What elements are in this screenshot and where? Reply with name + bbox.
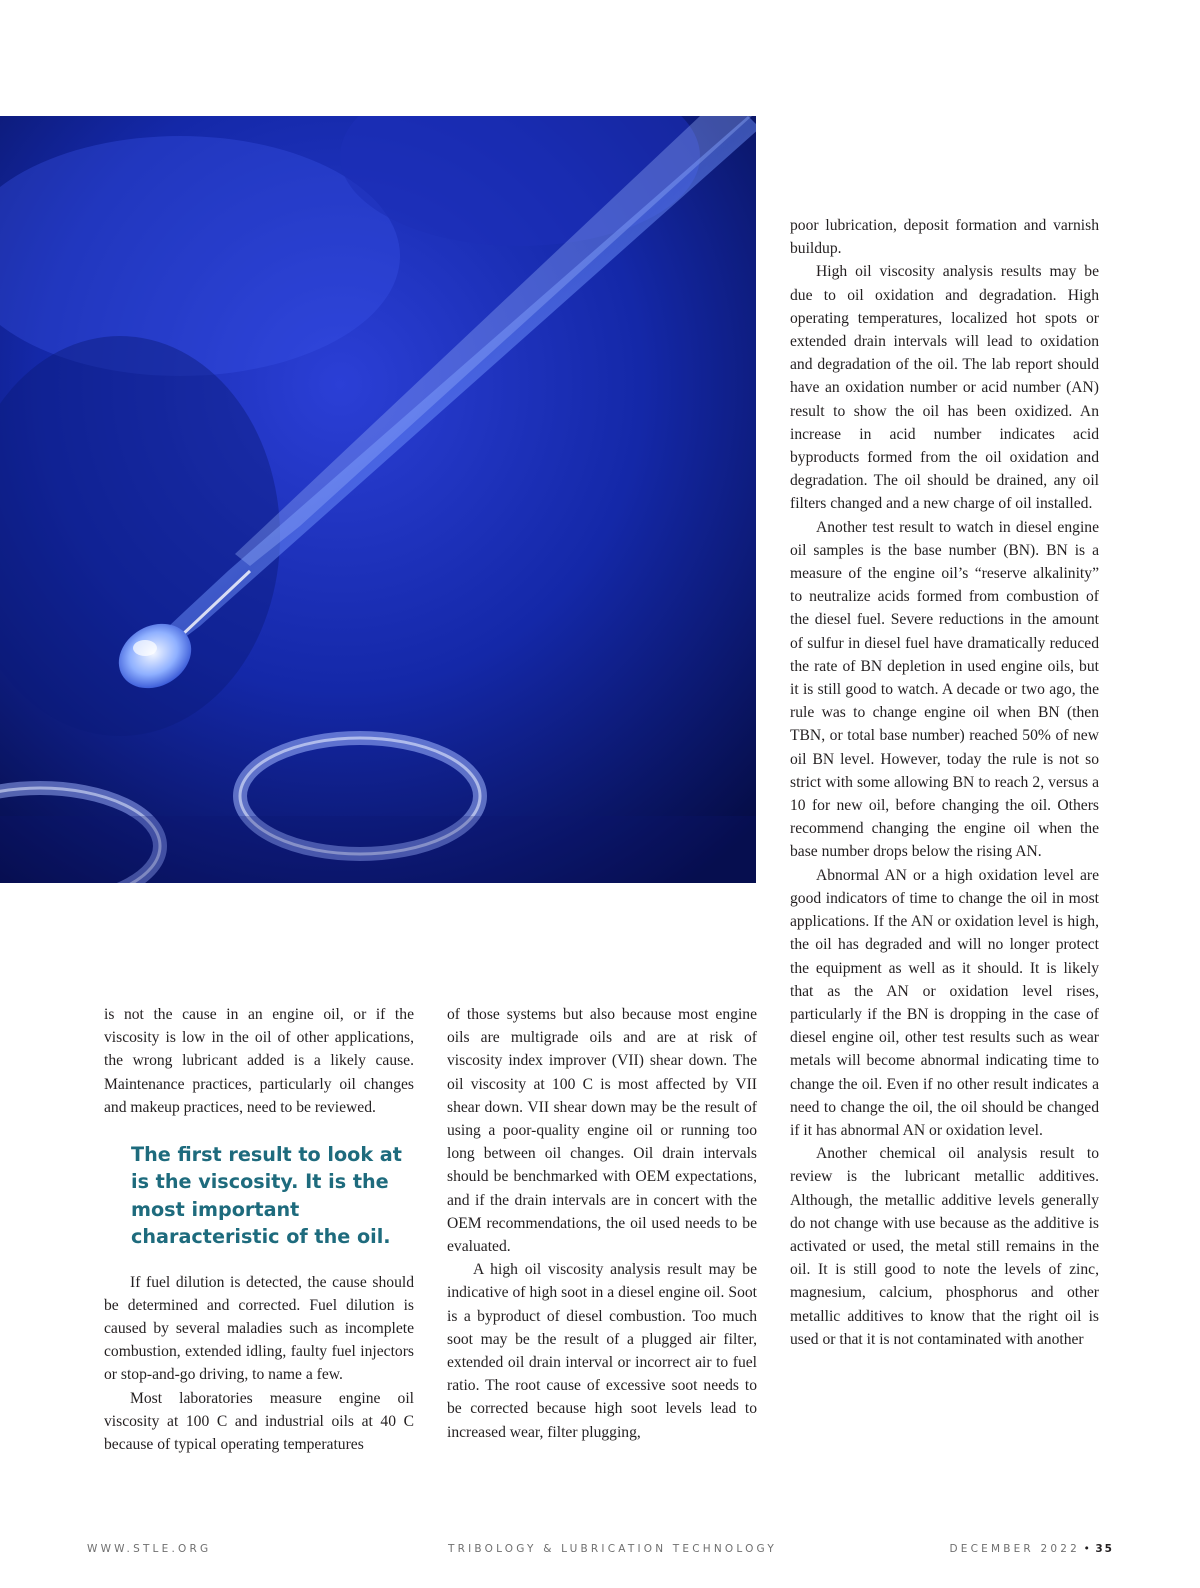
body-paragraph: Abnormal AN or a high oxidation level are good indicators of time to change the oil in most applications. If the AN or oxidation level is high, the oil has degraded and will no longer protect the equipment as well as it should. It is likely that as the AN or oxidation level rises, particularly if the BN is dropping in the case of diesel engine oil, other test results such as wear metals will become abnormal indicating time to change the oil. Even if no other result indicates a need to change the oil, the oil should be changed if it has abnormal AN or oxidation level.	[790, 866, 1099, 1139]
body-paragraph: Most laboratories measure engine oil viscosity at 100 C and industrial oils at 40 C because of typical operating temperatures	[104, 1389, 414, 1454]
body-paragraph: is not the cause in an engine oil, or if the viscosity is low in the oil of other applications, the wrong lubricant added is a likely cause. Maintenance practices, particularly oil changes and makeup practices, need to be reviewed.	[104, 1006, 414, 1116]
footer-publication: TRIBOLOGY & LUBRICATION TECHNOLOGY	[448, 1543, 777, 1555]
column-right	[790, 214, 1099, 1351]
pipette-dropper-icon	[0, 116, 756, 883]
pull-quote: The first result to look at is the viscosity. It is the most important characteristic of the oil.	[131, 1143, 402, 1249]
column-left	[104, 1003, 414, 1456]
body-paragraph: of those systems but also because most engine oils are multigrade oils and are at risk of viscosity index improver (VII) shear down. The oil viscosity at 100 C is most affected by VII shear down. VII shear down may be the result of using a poor-quality engine oil or running too long between oil changes. Oil drain intervals should be benchmarked with OEM expectations, and if the drain intervals are in concert with the OEM recommendations, the oil used needs to be evaluated.	[447, 1006, 757, 1256]
body-paragraph: Another chemical oil analysis result to review is the lubricant metallic additives. Although, the metallic additive levels generally do not change with use because as the additive is activated or used, the metal still remains in the oil. It is still good to note the levels of zinc, magnesium, calcium, phosphorus and other metallic additives to know that the right oil is used or that it is not contaminated with another	[790, 1145, 1099, 1348]
footer-date: DECEMBER 2022	[949, 1543, 1080, 1555]
footer-separator: •	[1083, 1543, 1093, 1555]
body-paragraph: High oil viscosity analysis results may be due to oil oxidation and degradation. High operating temperatures, localized hot spots or extended drain intervals will lead to oxidation and degradation of the oil. The lab report should have an oxidation number or acid number (AN) result to show the oil has been oxidized. An increase in acid number indicates acid byproducts formed from the oil oxidation and degradation. The oil should be drained, any oil filters changed and a new charge of oil installed.	[790, 263, 1099, 513]
body-paragraph: poor lubrication, deposit formation and varnish buildup.	[790, 217, 1099, 258]
footer-website: WWW.STLE.ORG	[87, 1543, 212, 1555]
body-paragraph: Another test result to watch in diesel engine oil samples is the base number (BN). BN is a measure of the engine oil’s “reserve alkalinity” to neutralize acids formed from combustion of the diesel fuel. Severe reductions in the amount of sulfur in diesel fuel have dramatically reduced the rate of BN depletion in used engine oils, but it is still good to watch. A decade or two ago, the rule was to change engine oil when BN (then TBN, or total base number) reached 50% of new oil BN level. However, today the rule is not so strict with some allowing BN to reach 2, versus a 10 for new oil, before changing the oil. Others recommend changing the engine oil when the base number drops below the rising AN.	[790, 518, 1099, 861]
page-number: 35	[1095, 1543, 1114, 1555]
column-middle	[447, 1003, 757, 1444]
body-paragraph: A high oil viscosity analysis result may be indicative of high soot in a diesel engine oil. Soot is a byproduct of diesel combustion. Too much soot may be the result of a plugged air filter, extended oil drain interval or incorrect air to fuel ratio. The root cause of excessive soot needs to be corrected because high soot levels lead to increased wear, filter plugging,	[447, 1261, 757, 1441]
body-paragraph: If fuel dilution is detected, the cause should be determined and corrected. Fuel dilution is caused by several maladies such as incomplete combustion, extended idling, faulty fuel injectors or stop-and-go driving, to name a few.	[104, 1273, 414, 1384]
pipette-photo	[0, 116, 756, 883]
